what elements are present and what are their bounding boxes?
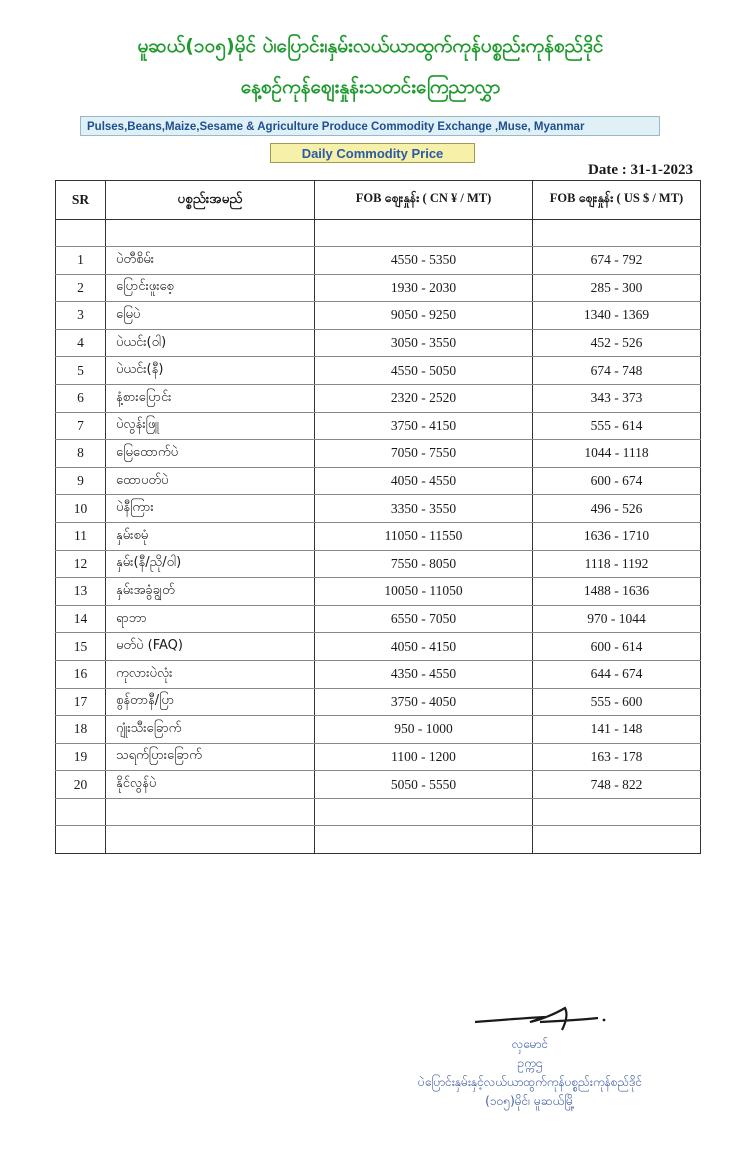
row-cny-price: 2320 - 2520 [315, 384, 533, 412]
row-cny-price: 3350 - 3550 [315, 495, 533, 523]
header-usd: FOB ဈေးနှုန်း ( US $ / MT) [533, 181, 701, 220]
row-usd-price: 141 - 148 [533, 716, 701, 744]
row-name: နံ့စားပြောင်း [106, 384, 315, 412]
row-usd-price: 1118 - 1192 [533, 550, 701, 578]
table-row [56, 412, 701, 440]
row-sr: 9 [56, 467, 106, 495]
row-sr: 10 [56, 495, 106, 523]
row-usd-price: 343 - 373 [533, 384, 701, 412]
table-row [56, 660, 701, 688]
row-usd-price: 1044 - 1118 [533, 440, 701, 468]
table-row [56, 743, 701, 771]
row-cny-price: 10050 - 11050 [315, 578, 533, 606]
table-row [56, 522, 701, 550]
row-name: နှမ်းအခွံချွတ် [106, 578, 315, 606]
report-date: Date : 31-1-2023 [588, 162, 693, 178]
row-cny-price: 1930 - 2030 [315, 274, 533, 302]
row-usd-price: 285 - 300 [533, 274, 701, 302]
row-usd-price: 600 - 614 [533, 633, 701, 661]
table-row [56, 716, 701, 744]
row-sr: 3 [56, 302, 106, 330]
row-sr: 7 [56, 412, 106, 440]
row-sr: 14 [56, 605, 106, 633]
row-cny-price: 5050 - 5550 [315, 771, 533, 799]
row-usd-price: 674 - 748 [533, 357, 701, 385]
table-row [56, 633, 701, 661]
table-row [56, 578, 701, 606]
header-sr: SR [56, 181, 106, 220]
signatory-title: ဥက္ကဌ [517, 1056, 543, 1070]
row-sr: 6 [56, 384, 106, 412]
row-usd-price: 1636 - 1710 [533, 522, 701, 550]
table-row [56, 329, 701, 357]
signatory-org: ပဲပြောင်းနှမ်းနှင့်လယ်ယာထွက်ကုန်ပစ္စည်းကုန်စည်ဒိုင် [417, 1075, 643, 1089]
row-cny-price: 4050 - 4150 [315, 633, 533, 661]
signatory-name: လှမောင် [511, 1037, 549, 1051]
header-cny: FOB ဈေးနှုန်း ( CN ¥ / MT) [315, 181, 533, 220]
row-cny-price: 6550 - 7050 [315, 605, 533, 633]
table-row-empty [56, 798, 701, 826]
row-cny-price: 9050 - 9250 [315, 302, 533, 330]
row-cny-price: 11050 - 11550 [315, 522, 533, 550]
signature-mark [470, 1000, 610, 1040]
row-sr: 19 [56, 743, 106, 771]
row-sr: 4 [56, 329, 106, 357]
row-sr: 2 [56, 274, 106, 302]
table-row-empty [56, 220, 701, 247]
row-name: စွန်တာနီ/ပြာ [106, 688, 315, 716]
row-usd-price: 600 - 674 [533, 467, 701, 495]
row-cny-price: 3750 - 4050 [315, 688, 533, 716]
row-name: နှမ်း(နီ/ညို/ဝါ) [106, 550, 315, 578]
table-row [56, 467, 701, 495]
row-name: ပဲယင်း(ဝါ) [106, 329, 315, 357]
daily-price-label: Daily Commodity Price [270, 143, 475, 163]
row-cny-price: 3750 - 4150 [315, 412, 533, 440]
row-usd-price: 970 - 1044 [533, 605, 701, 633]
row-usd-price: 748 - 822 [533, 771, 701, 799]
row-name: မတ်ပဲ (FAQ) [106, 633, 315, 661]
row-name: မြေထောက်ပဲ [106, 440, 315, 468]
table-row [56, 550, 701, 578]
row-cny-price: 950 - 1000 [315, 716, 533, 744]
row-sr: 12 [56, 550, 106, 578]
row-sr: 13 [56, 578, 106, 606]
row-sr: 17 [56, 688, 106, 716]
row-name: ပဲနီကြား [106, 495, 315, 523]
table-row [56, 357, 701, 385]
row-cny-price: 7050 - 7550 [315, 440, 533, 468]
row-name: နှမ်းစမုံ [106, 522, 315, 550]
row-usd-price: 555 - 614 [533, 412, 701, 440]
signatory-place: (၁၀၅)မိုင်၊ မူဆယ်မြို့ [485, 1094, 575, 1108]
row-name: ပဲတီစိမ်း [106, 247, 315, 275]
row-usd-price: 1340 - 1369 [533, 302, 701, 330]
row-cny-price: 3050 - 3550 [315, 329, 533, 357]
table-row-empty [56, 826, 701, 854]
header-name: ပစ္စည်းအမည် [106, 181, 315, 220]
row-sr: 20 [56, 771, 106, 799]
row-sr: 16 [56, 660, 106, 688]
row-usd-price: 555 - 600 [533, 688, 701, 716]
row-name: ပဲလွန်းဖြူ [106, 412, 315, 440]
row-usd-price: 163 - 178 [533, 743, 701, 771]
row-cny-price: 4550 - 5350 [315, 247, 533, 275]
row-cny-price: 4050 - 4550 [315, 467, 533, 495]
table-row [56, 771, 701, 799]
table-row [56, 274, 701, 302]
row-name: ရာဘာ [106, 605, 315, 633]
row-sr: 11 [56, 522, 106, 550]
row-sr: 15 [56, 633, 106, 661]
row-name: ပြောင်းဖူးစေ့ [106, 274, 315, 302]
row-name: သရက်ပြားခြောက် [106, 743, 315, 771]
row-sr: 18 [56, 716, 106, 744]
table-row [56, 247, 701, 275]
row-cny-price: 4350 - 4550 [315, 660, 533, 688]
table-header-row [56, 181, 701, 220]
commodity-price-table [55, 180, 701, 854]
row-name: ထောပတ်ပဲ [106, 467, 315, 495]
table-row [56, 440, 701, 468]
row-name: မြေပဲ [106, 302, 315, 330]
page-title-line2: နေ့စဉ်ကုန်စျေးနှုန်းသတင်းကြေညာလွှာ [240, 76, 501, 98]
row-sr: 8 [56, 440, 106, 468]
table-row [56, 605, 701, 633]
row-sr: 1 [56, 247, 106, 275]
row-name: ဂျုံးသီးခြောက် [106, 716, 315, 744]
row-cny-price: 7550 - 8050 [315, 550, 533, 578]
row-name: ကုလားပဲလုံး [106, 660, 315, 688]
row-name: နိုင်လွန်ပဲ [106, 771, 315, 799]
row-usd-price: 496 - 526 [533, 495, 701, 523]
row-cny-price: 1100 - 1200 [315, 743, 533, 771]
table-row [56, 302, 701, 330]
page-title-line1: မူဆယ်(၁၀၅)မိုင် ပဲ၊ပြောင်း၊နှမ်းလယ်ယာထွက်ကုန်ပစ္စည်းကုန်စည်ဒိုင် [137, 35, 604, 57]
row-name: ပဲယင်း(နီ) [106, 357, 315, 385]
row-usd-price: 452 - 526 [533, 329, 701, 357]
table-row [56, 688, 701, 716]
row-sr: 5 [56, 357, 106, 385]
signature-block [350, 1035, 710, 1111]
row-usd-price: 644 - 674 [533, 660, 701, 688]
row-usd-price: 674 - 792 [533, 247, 701, 275]
table-row [56, 495, 701, 523]
exchange-banner: Pulses,Beans,Maize,Sesame & Agriculture Produce Commodity Exchange ,Muse, Myanmar [80, 116, 660, 136]
row-cny-price: 4550 - 5050 [315, 357, 533, 385]
table-row [56, 384, 701, 412]
row-usd-price: 1488 - 1636 [533, 578, 701, 606]
